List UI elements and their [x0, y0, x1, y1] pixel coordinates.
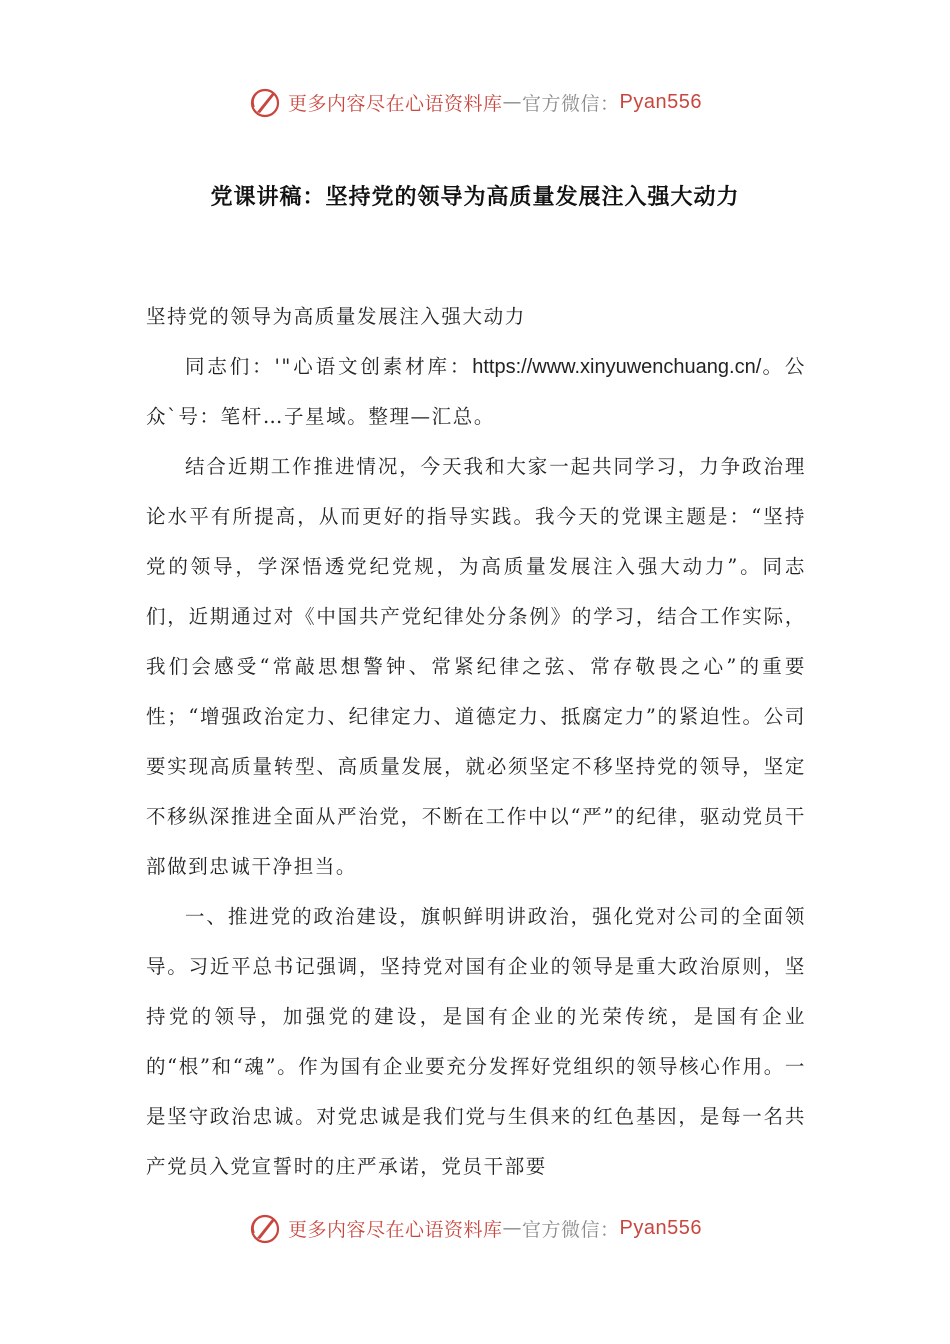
document-title: 党课讲稿：坚持党的领导为高质量发展注入强大动力	[210, 185, 740, 210]
greeting-url: https://www.xinyuwenchuang.cn/	[472, 356, 762, 378]
banner-sub-text: 官方微信：	[522, 92, 620, 115]
body-paragraph-1: 结合近期工作推进情况，今天我和大家一起共同学习，力争政治理论水平有所提高，从而更好的指导实践。我今天的党课主题是：“坚持党的领导，学深悟透党纪党规，为高质量发展注入强大动力”。同志们，近期通过对《中国共产党纪律处分条例》的学习，结合工作实际，我们会感受“常敲思想警钟、常紧纪律之弦、常存敬畏之心”的重要性；“增强政治定力、纪律定力、道德定力、抵腐定力”的紧迫性。公司要实现高质量转型、高质量发展，就必须坚定不移坚持党的领导，坚定不移纵深推进全面从严治党，不断在工作中以“严”的纪律，驱动党员干部做到忠诚干净担当。	[146, 455, 806, 878]
footer-wechat-id: Pyan556	[619, 1216, 702, 1239]
footer-sub-text: 官方微信：	[522, 1218, 620, 1241]
document-subtitle: 坚持党的领导为高质量发展注入强大动力	[146, 305, 526, 328]
quill-logo-icon	[248, 1211, 282, 1245]
banner-dash: —	[502, 91, 523, 113]
footer-dash: —	[502, 1217, 523, 1239]
document-body	[146, 292, 806, 1192]
footer-main-text: 更多内容尽在心语资料库	[288, 1218, 503, 1241]
header-banner	[0, 82, 950, 122]
footer-banner	[0, 1208, 950, 1248]
greeting-paragraph	[146, 342, 806, 442]
greeting-prefix: 同志们：'"心语文创素材库：	[185, 355, 473, 378]
body-paragraph-2: 一、推进党的政治建设，旗帜鲜明讲政治，强化党对公司的全面领导。习近平总书记强调，坚持党对国有企业的领导是重大政治原则，坚持党的领导，加强党的建设，是国有企业的光荣传统，是国有企业的“根”和“魂”。作为国有企业要充分发挥好党组织的领导核心作用。一是坚守政治忠诚。对党忠诚是我们党与生俱来的红色基因，是每一名共产党员入党宣誓时的庄严承诺，党员干部要	[146, 905, 806, 1178]
banner-main-text: 更多内容尽在心语资料库	[288, 92, 503, 115]
quill-logo-icon	[248, 85, 282, 119]
banner-wechat-id: Pyan556	[619, 90, 702, 113]
greeting-suffix: 。公众`号：笔杆…子星域。整理—汇总。	[146, 355, 807, 428]
